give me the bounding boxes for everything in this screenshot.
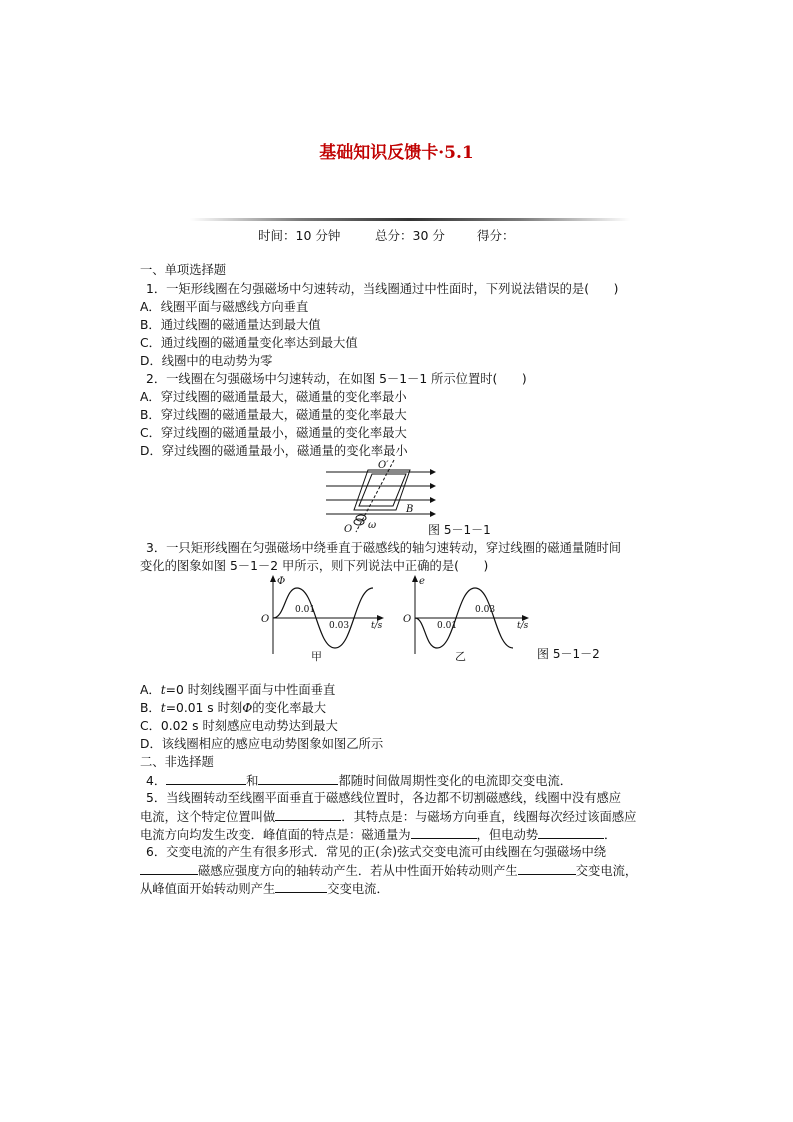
total-score: 总分：30 分 xyxy=(375,228,445,243)
q4-blank-2[interactable] xyxy=(258,772,338,785)
time-info: 时间：10 分钟 xyxy=(258,228,341,243)
q5-line2-text-b: ．其特点是：与磁场方向垂直，线圈每次经过该面感应 xyxy=(341,810,637,824)
graph-e xyxy=(415,578,525,654)
q1-option-a[interactable]: A．线圈平面与磁感线方向垂直 xyxy=(140,300,309,314)
q4-number: 4． xyxy=(146,774,167,788)
q5-line3-text-a: 电流方向均发生改变．峰值面的特点是：磁通量为 xyxy=(140,828,411,842)
graph-phi-tick-001: 0.01 xyxy=(295,605,316,615)
q6-blank-3[interactable] xyxy=(275,880,327,893)
q3-option-b[interactable] xyxy=(140,700,326,716)
q5-line3-text-c: ． xyxy=(604,828,617,842)
q2-stem: 2．一线圈在匀强磁场中匀速转动，在如图 5－1－1 所示位置时( ) xyxy=(146,372,527,386)
q3-option-b-mid: =0.01 s 时刻 xyxy=(165,701,243,715)
q6-line3-text-b: 交变电流． xyxy=(327,882,389,896)
q3-option-a-prefix: A． xyxy=(140,683,161,697)
q6-blank-1[interactable] xyxy=(140,862,198,875)
score-label: 得分： xyxy=(477,228,515,243)
q5-blank-1[interactable] xyxy=(275,808,341,821)
figure-5-1-1 xyxy=(318,458,503,538)
q3-option-a-text: =0 时刻线圈平面与中性面垂直 xyxy=(165,683,336,697)
q3-stem-line2: 变化的图象如图 5－1－2 甲所示，则下列说法中正确的是( ) xyxy=(140,559,489,573)
graph-phi-tick-003: 0.03 xyxy=(329,621,350,631)
q5-blank-3[interactable] xyxy=(538,826,604,839)
graph-e-xlabel: t/s xyxy=(517,621,529,631)
coil xyxy=(354,470,410,510)
field-arrow xyxy=(430,511,436,517)
q3-option-a-var: t xyxy=(160,683,166,697)
field-arrow xyxy=(430,483,436,489)
graph-phi-ylabel: Φ xyxy=(277,576,286,587)
figure-5-1-1-caption: 图 5－1－1 xyxy=(428,523,491,537)
label-o: O xyxy=(344,524,353,535)
graph-phi xyxy=(273,578,380,654)
section-heading-single-choice: 一、单项选择题 xyxy=(140,263,227,277)
label-b: B xyxy=(406,504,414,515)
graph-phi-sublabel: 甲 xyxy=(311,650,322,663)
q6-line1: 6．交变电流的产生有很多形式．常见的正(余)弦式交变电流可由线圈在匀强磁场中绕 xyxy=(146,845,607,859)
graph-phi-origin: O xyxy=(261,614,270,625)
q6-line3-text-a: 从峰值面开始转动则产生 xyxy=(140,882,276,896)
graph-phi-xlabel: t/s xyxy=(371,621,383,631)
figure-5-1-2-caption: 图 5－1－2 xyxy=(537,647,600,661)
q4-blank-1[interactable] xyxy=(166,772,246,785)
graph-e-ylabel: e xyxy=(419,576,425,587)
q6-line3 xyxy=(140,880,389,897)
q5-line3 xyxy=(140,826,616,843)
graph-e-tick-003: 0.03 xyxy=(475,605,496,615)
q1-option-c[interactable]: C．通过线圈的磁通量变化率达到最大值 xyxy=(140,336,358,350)
q3-option-b-prefix: B． xyxy=(140,701,161,715)
q6-line2 xyxy=(140,862,637,879)
field-arrow xyxy=(430,497,436,503)
q4-text: 都随时间做周期性变化的电流即交变电流． xyxy=(338,774,573,788)
q2-option-a[interactable]: A．穿过线圈的磁通量最大，磁通量的变化率最小 xyxy=(140,390,407,404)
q3-option-a[interactable] xyxy=(140,682,335,698)
title-divider xyxy=(190,218,630,221)
q4 xyxy=(146,772,572,789)
q3-option-d[interactable]: D．该线圈相应的感应电动势图象如图乙所示 xyxy=(140,737,384,751)
q1-option-d[interactable]: D．线圈中的电动势为零 xyxy=(140,354,273,368)
label-omega: ω xyxy=(368,520,377,531)
q3-option-b-phi: Φ xyxy=(242,701,253,715)
q6-blank-2[interactable] xyxy=(518,862,576,875)
q5-blank-2[interactable] xyxy=(411,826,477,839)
graph-e-tick-001: 0.01 xyxy=(437,621,458,631)
q3-stem-line1: 3．一只矩形线圈在匀强磁场中绕垂直于磁感线的轴匀速转动，穿过线圈的磁通量随时间 xyxy=(146,541,622,555)
field-arrow xyxy=(430,469,436,475)
q5-line1: 5．当线圈转动至线圈平面垂直于磁感线位置时，各边都不切割磁感线，线圈中没有感应 xyxy=(146,791,622,805)
graph-e-origin: O xyxy=(403,614,412,625)
figure-5-1-2 xyxy=(255,572,615,668)
q5-line2 xyxy=(140,808,636,825)
q1-option-b[interactable]: B．通过线圈的磁通量达到最大值 xyxy=(140,318,321,332)
graph-e-sublabel: 乙 xyxy=(455,650,466,663)
section-heading-non-choice: 二、非选择题 xyxy=(140,755,214,769)
slip-ring xyxy=(354,519,364,525)
q4-connector: 和 xyxy=(246,774,259,788)
q3-option-c[interactable]: C．0.02 s 时刻感应电动势达到最大 xyxy=(140,719,338,733)
q6-line2-text-b: 交变电流， xyxy=(575,864,638,878)
q1-stem: 1．一矩形线圈在匀强磁场中匀速转动，当线圈通过中性面时，下列说法错误的是( ) xyxy=(146,282,619,296)
q5-line2-text-a: 电流，这个特定位置叫做 xyxy=(140,810,276,824)
q6-line2-text-a: 磁感应强度方向的轴转动产生．若从中性面开始转动则产生 xyxy=(198,864,518,878)
label-o-prime: O′ xyxy=(378,460,389,471)
q2-option-b[interactable]: B．穿过线圈的磁通量最大，磁通量的变化率最大 xyxy=(140,408,407,422)
q2-option-d[interactable]: D．穿过线圈的磁通量最小，磁通量的变化率最小 xyxy=(140,444,408,458)
q2-option-c[interactable]: C．穿过线圈的磁通量最小，磁通量的变化率最大 xyxy=(140,426,407,440)
page-title: 基础知识反馈卡·5.1 xyxy=(319,143,474,163)
q3-option-b-var: t xyxy=(160,701,166,715)
q5-line3-text-b: ，但电动势 xyxy=(476,828,539,842)
q3-option-b-text: 的变化率最大 xyxy=(252,701,327,715)
slip-ring xyxy=(356,515,366,521)
